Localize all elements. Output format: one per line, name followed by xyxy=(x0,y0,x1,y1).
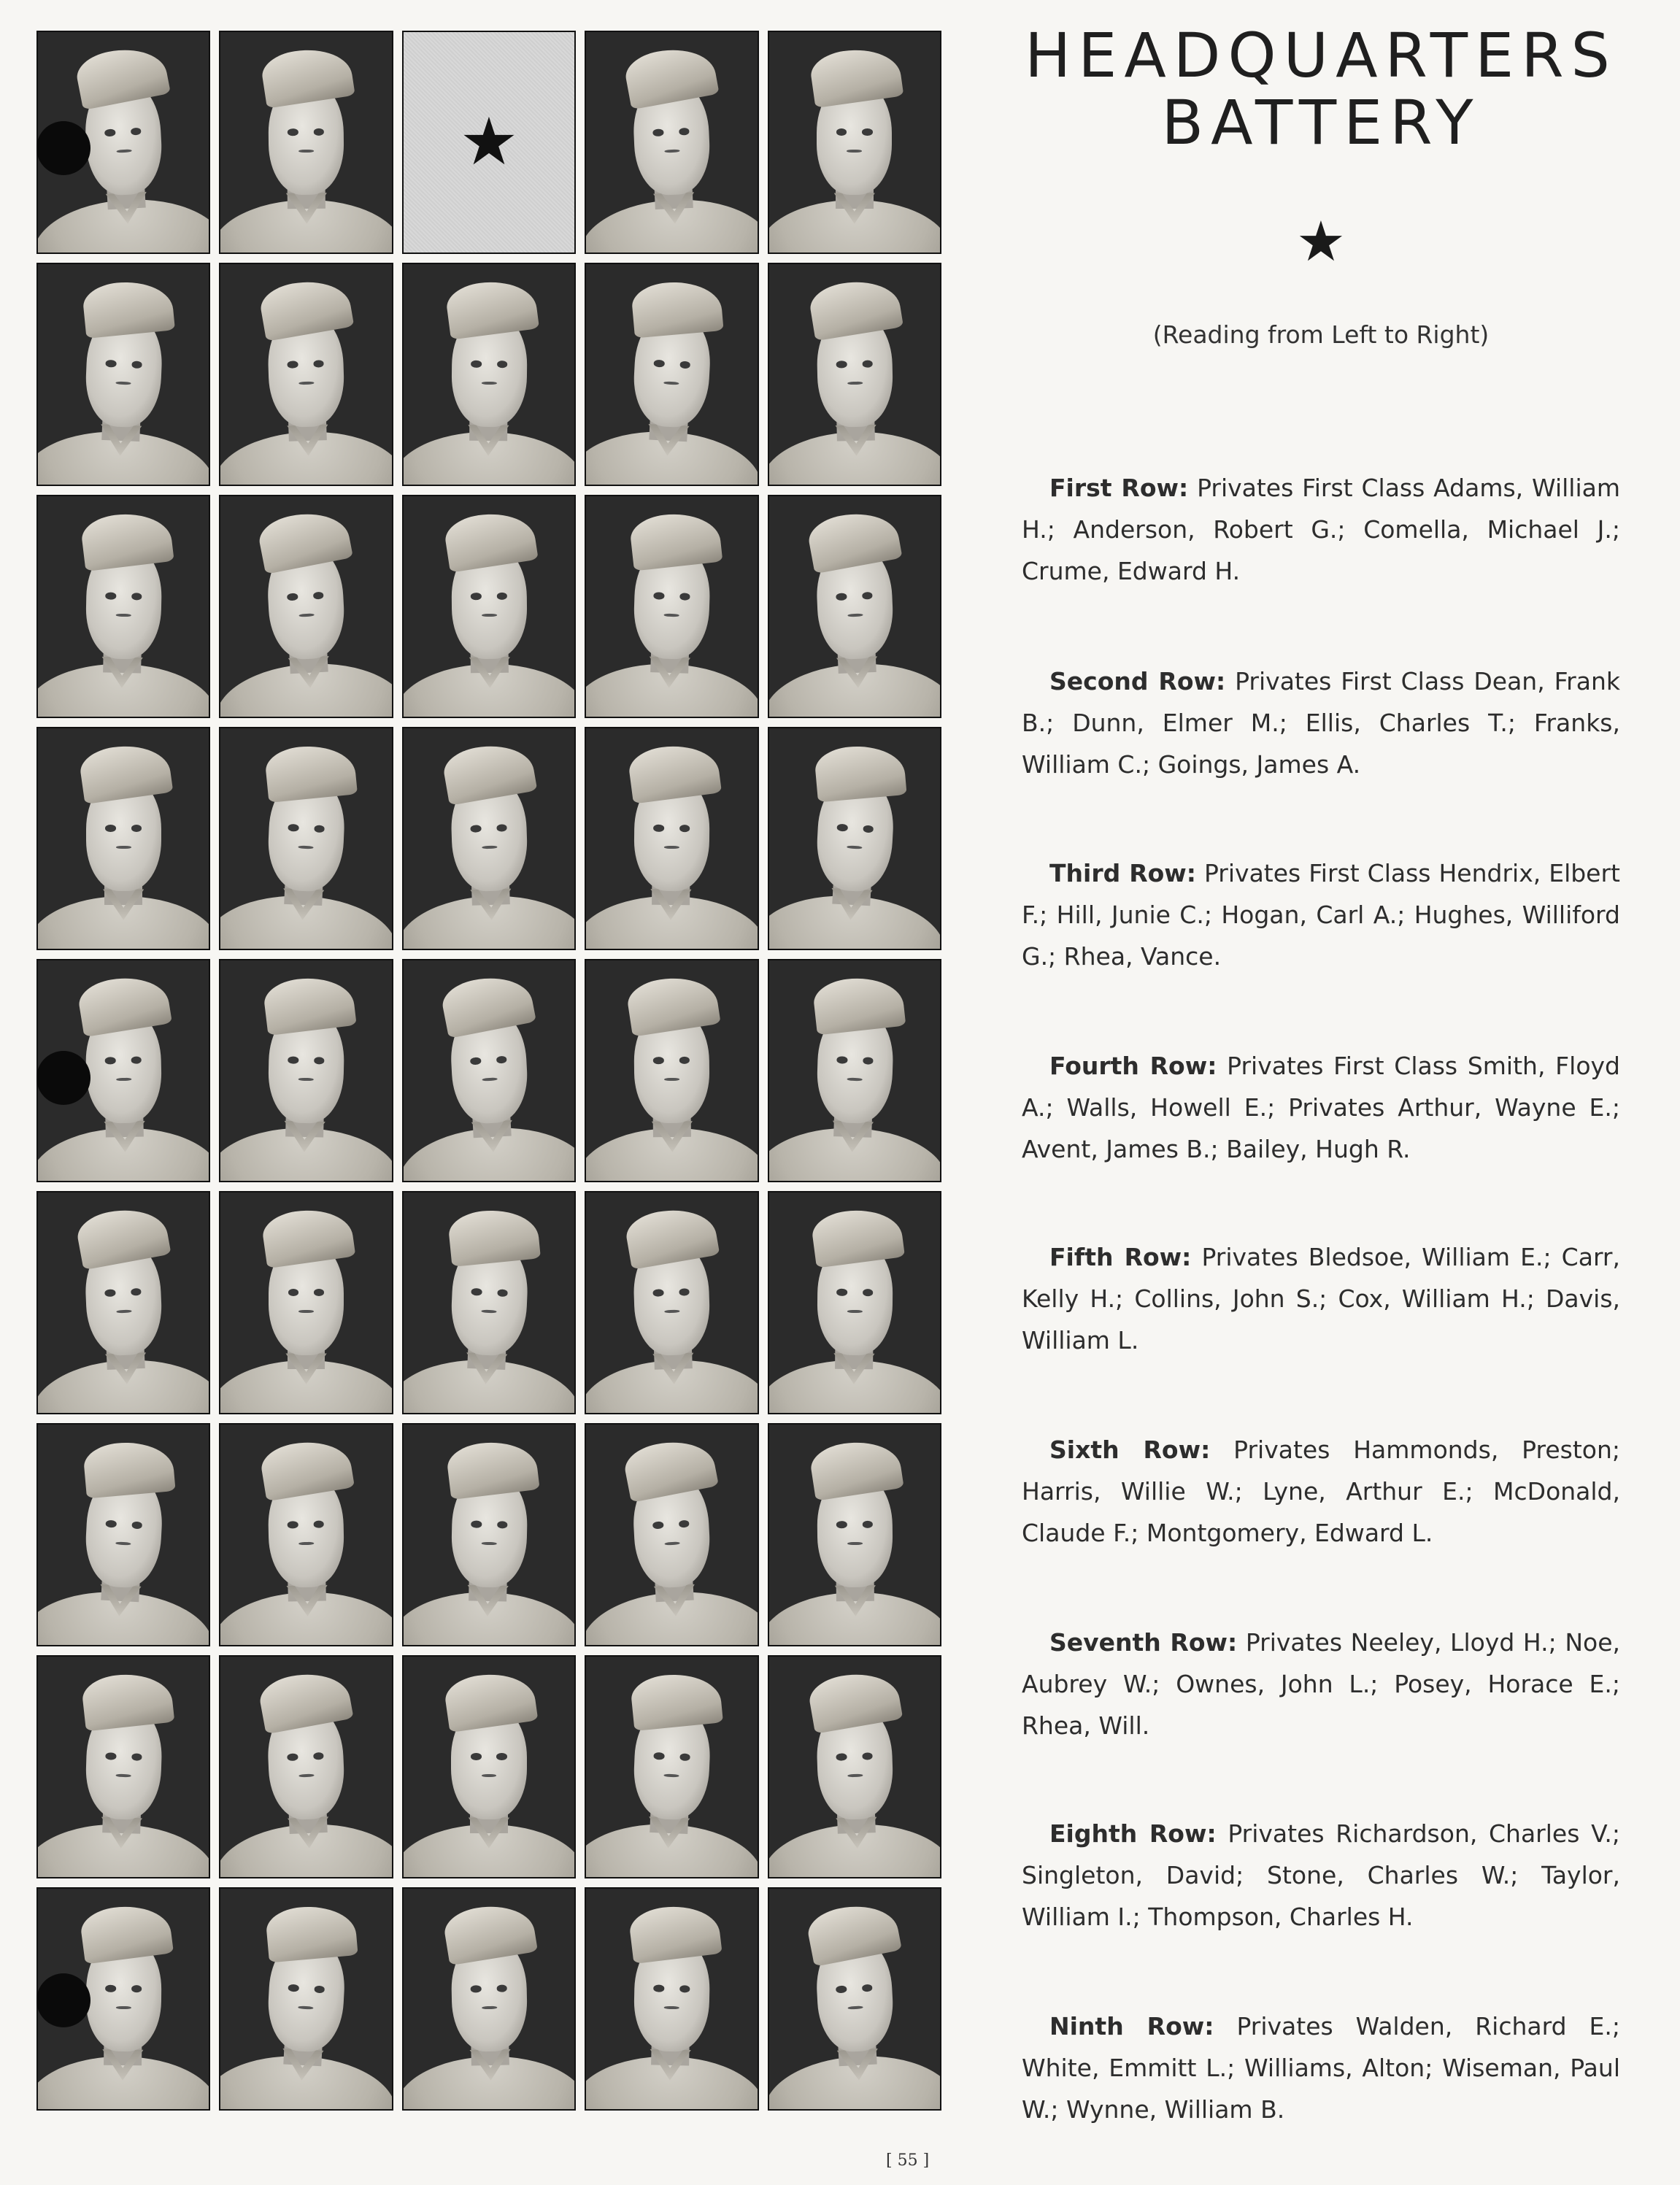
soldier-portrait-image xyxy=(585,263,758,486)
binder-hole-bottom xyxy=(36,1973,90,2027)
row-caption xyxy=(1022,2005,1620,2130)
row-caption xyxy=(1022,467,1620,592)
row-label: Seventh Row: xyxy=(1049,1628,1238,1657)
row-names: Privates Neeley, Lloyd H.; Noe, Aubrey W.; Ownes, John L.; Posey, Horace E.; Rhea, Will. xyxy=(1022,1628,1621,1740)
portrait-photo xyxy=(402,727,576,950)
portrait-photo xyxy=(402,1423,576,1646)
portrait-photo xyxy=(768,495,941,718)
portrait-photo xyxy=(219,1887,393,2111)
portrait-photo xyxy=(768,1887,941,2111)
soldier-portrait-image xyxy=(585,495,758,718)
row-label: Second Row: xyxy=(1049,667,1226,695)
soldier-portrait-image xyxy=(402,727,576,950)
soldier-portrait-image xyxy=(768,1192,941,1414)
soldier-portrait-image xyxy=(768,495,941,718)
portrait-photo xyxy=(402,959,576,1182)
star-icon: ★ xyxy=(459,104,519,180)
soldier-portrait-image xyxy=(36,495,210,718)
soldier-portrait-image xyxy=(402,496,576,717)
soldier-portrait-image xyxy=(769,32,940,253)
soldier-portrait-image xyxy=(585,1887,758,2111)
soldier-portrait-image xyxy=(219,495,393,718)
row-caption xyxy=(1022,1622,1620,1746)
binder-hole-top xyxy=(36,121,90,175)
portrait-photo xyxy=(768,263,941,486)
portrait-photo xyxy=(768,1655,941,1878)
portrait-photo xyxy=(585,31,758,254)
soldier-portrait-image xyxy=(219,1655,393,1878)
portrait-photo xyxy=(585,1655,758,1878)
soldier-portrait-image xyxy=(219,1423,393,1646)
portrait-photo xyxy=(219,727,393,950)
portrait-photo xyxy=(219,495,393,718)
portrait-photo xyxy=(585,495,758,718)
portrait-photo xyxy=(36,495,210,718)
row-caption xyxy=(1022,1813,1620,1938)
portrait-photo xyxy=(219,31,393,254)
portrait-photo xyxy=(36,263,210,486)
soldier-portrait-image xyxy=(38,728,209,949)
portrait-photo xyxy=(585,1887,758,2111)
star-icon: ★ xyxy=(1295,208,1346,274)
soldier-portrait-image xyxy=(404,1657,574,1877)
portrait-photo xyxy=(219,1655,393,1878)
soldier-portrait-image xyxy=(585,1423,758,1646)
soldier-portrait-image xyxy=(585,728,759,949)
portrait-photo xyxy=(585,1423,758,1646)
row-names: Privates First Class Hendrix, Elbert F.; Hill, Junie C.; Hogan, Carl A.; Hughes, Williford G.; Rhea, Vance. xyxy=(1022,859,1620,971)
soldier-portrait-image xyxy=(36,1423,210,1646)
portrait-photo xyxy=(36,727,210,950)
portrait-photo xyxy=(585,1191,758,1414)
row-names: Privates Walden, Richard E.; White, Emmitt L.; Williams, Alton; Wiseman, Paul W.; Wynne, William B. xyxy=(1022,2012,1620,2124)
portrait-photo xyxy=(36,1191,210,1414)
row-caption xyxy=(1022,1236,1620,1361)
row-names: Privates Hammonds, Preston; Harris, Willie W.; Lyne, Arthur E.; McDonald, Claude F.; Montgomery, Edward L. xyxy=(1022,1436,1620,1547)
soldier-portrait-image xyxy=(402,1887,576,2111)
portrait-photo xyxy=(768,727,941,950)
portrait-photo xyxy=(402,263,576,486)
row-caption xyxy=(1022,1045,1620,1170)
row-label: Ninth Row: xyxy=(1049,2012,1214,2041)
soldier-portrait-image xyxy=(768,1424,941,1646)
portrait-photo xyxy=(585,727,758,950)
soldier-portrait-image xyxy=(402,959,576,1182)
soldier-portrait-image xyxy=(768,263,941,486)
soldier-portrait-image xyxy=(220,1192,391,1413)
blank-photo-slot xyxy=(402,31,576,254)
soldier-portrait-image xyxy=(402,263,576,485)
portrait-photo xyxy=(768,1191,941,1414)
soldier-portrait-image xyxy=(402,1191,576,1414)
portrait-photo xyxy=(402,1191,576,1414)
row-caption xyxy=(1022,852,1620,977)
soldier-portrait-image xyxy=(219,727,393,950)
soldier-portrait-image xyxy=(219,959,393,1182)
row-label: Third Row: xyxy=(1049,859,1196,887)
portrait-photo xyxy=(402,1887,576,2111)
portrait-photo xyxy=(219,1191,393,1414)
soldier-portrait-image xyxy=(36,1191,210,1414)
soldier-portrait-image xyxy=(36,1655,210,1878)
title-line-2: BATTERY xyxy=(1161,87,1481,159)
row-label: Fourth Row: xyxy=(1049,1052,1217,1080)
portrait-photo xyxy=(219,263,393,486)
row-names: Privates First Class Dean, Frank B.; Dunn, Elmer M.; Ellis, Charles T.; Franks, William C.; Goings, James A. xyxy=(1022,667,1620,779)
portrait-photo xyxy=(36,1655,210,1878)
soldier-portrait-image xyxy=(585,1655,758,1878)
portrait-grid xyxy=(36,31,941,2111)
portrait-photo xyxy=(36,1423,210,1646)
portrait-photo xyxy=(768,31,941,254)
row-names: Privates First Class Smith, Floyd A.; Walls, Howell E.; Privates Arthur, Wayne E.; Avent, James B.; Bailey, Hugh R. xyxy=(1022,1052,1620,1163)
soldier-portrait-image xyxy=(585,31,758,254)
soldier-portrait-image xyxy=(585,1191,758,1414)
soldier-portrait-image xyxy=(768,959,941,1182)
portrait-photo xyxy=(768,959,941,1182)
title-line-1: HEADQUARTERS xyxy=(1025,20,1617,91)
caption-column xyxy=(1022,22,1620,349)
portrait-photo xyxy=(768,1423,941,1646)
row-label: Eighth Row: xyxy=(1049,1819,1217,1848)
row-names: Privates Richardson, Charles V.; Singleton, David; Stone, Charles W.; Taylor, William I.; Thompson, Charles H. xyxy=(1022,1819,1621,1931)
soldier-portrait-image xyxy=(402,1423,576,1646)
row-label: Sixth Row: xyxy=(1049,1436,1211,1464)
page-number: [ 55 ] xyxy=(886,2151,930,2170)
binder-hole-middle xyxy=(36,1051,90,1105)
portrait-photo xyxy=(402,1655,576,1878)
row-label: First Row: xyxy=(1049,474,1189,502)
soldier-portrait-image xyxy=(585,960,759,1182)
soldier-portrait-image xyxy=(768,727,941,950)
soldier-portrait-image xyxy=(36,263,210,486)
portrait-photo xyxy=(585,263,758,486)
row-label: Fifth Row: xyxy=(1049,1243,1192,1271)
soldier-portrait-image xyxy=(768,1655,941,1878)
portrait-photo xyxy=(219,1423,393,1646)
row-caption xyxy=(1022,1429,1620,1554)
portrait-photo xyxy=(585,959,758,1182)
portrait-photo xyxy=(219,959,393,1182)
portrait-photo xyxy=(402,495,576,718)
soldier-portrait-image xyxy=(219,1887,393,2111)
row-caption xyxy=(1022,660,1620,785)
page-title xyxy=(1022,22,1620,157)
reading-note: (Reading from Left to Right) xyxy=(1152,320,1490,349)
soldier-portrait-image xyxy=(219,263,393,486)
row-names: Privates Bledsoe, William E.; Carr, Kelly H.; Collins, John S.; Cox, William H.; Davis, William L. xyxy=(1022,1243,1620,1354)
row-names: Privates First Class Adams, William H.; Anderson, Robert G.; Comella, Michael J.; Crume, Edward H. xyxy=(1022,474,1620,585)
soldier-portrait-image xyxy=(768,1887,941,2111)
soldier-portrait-image xyxy=(220,31,393,253)
